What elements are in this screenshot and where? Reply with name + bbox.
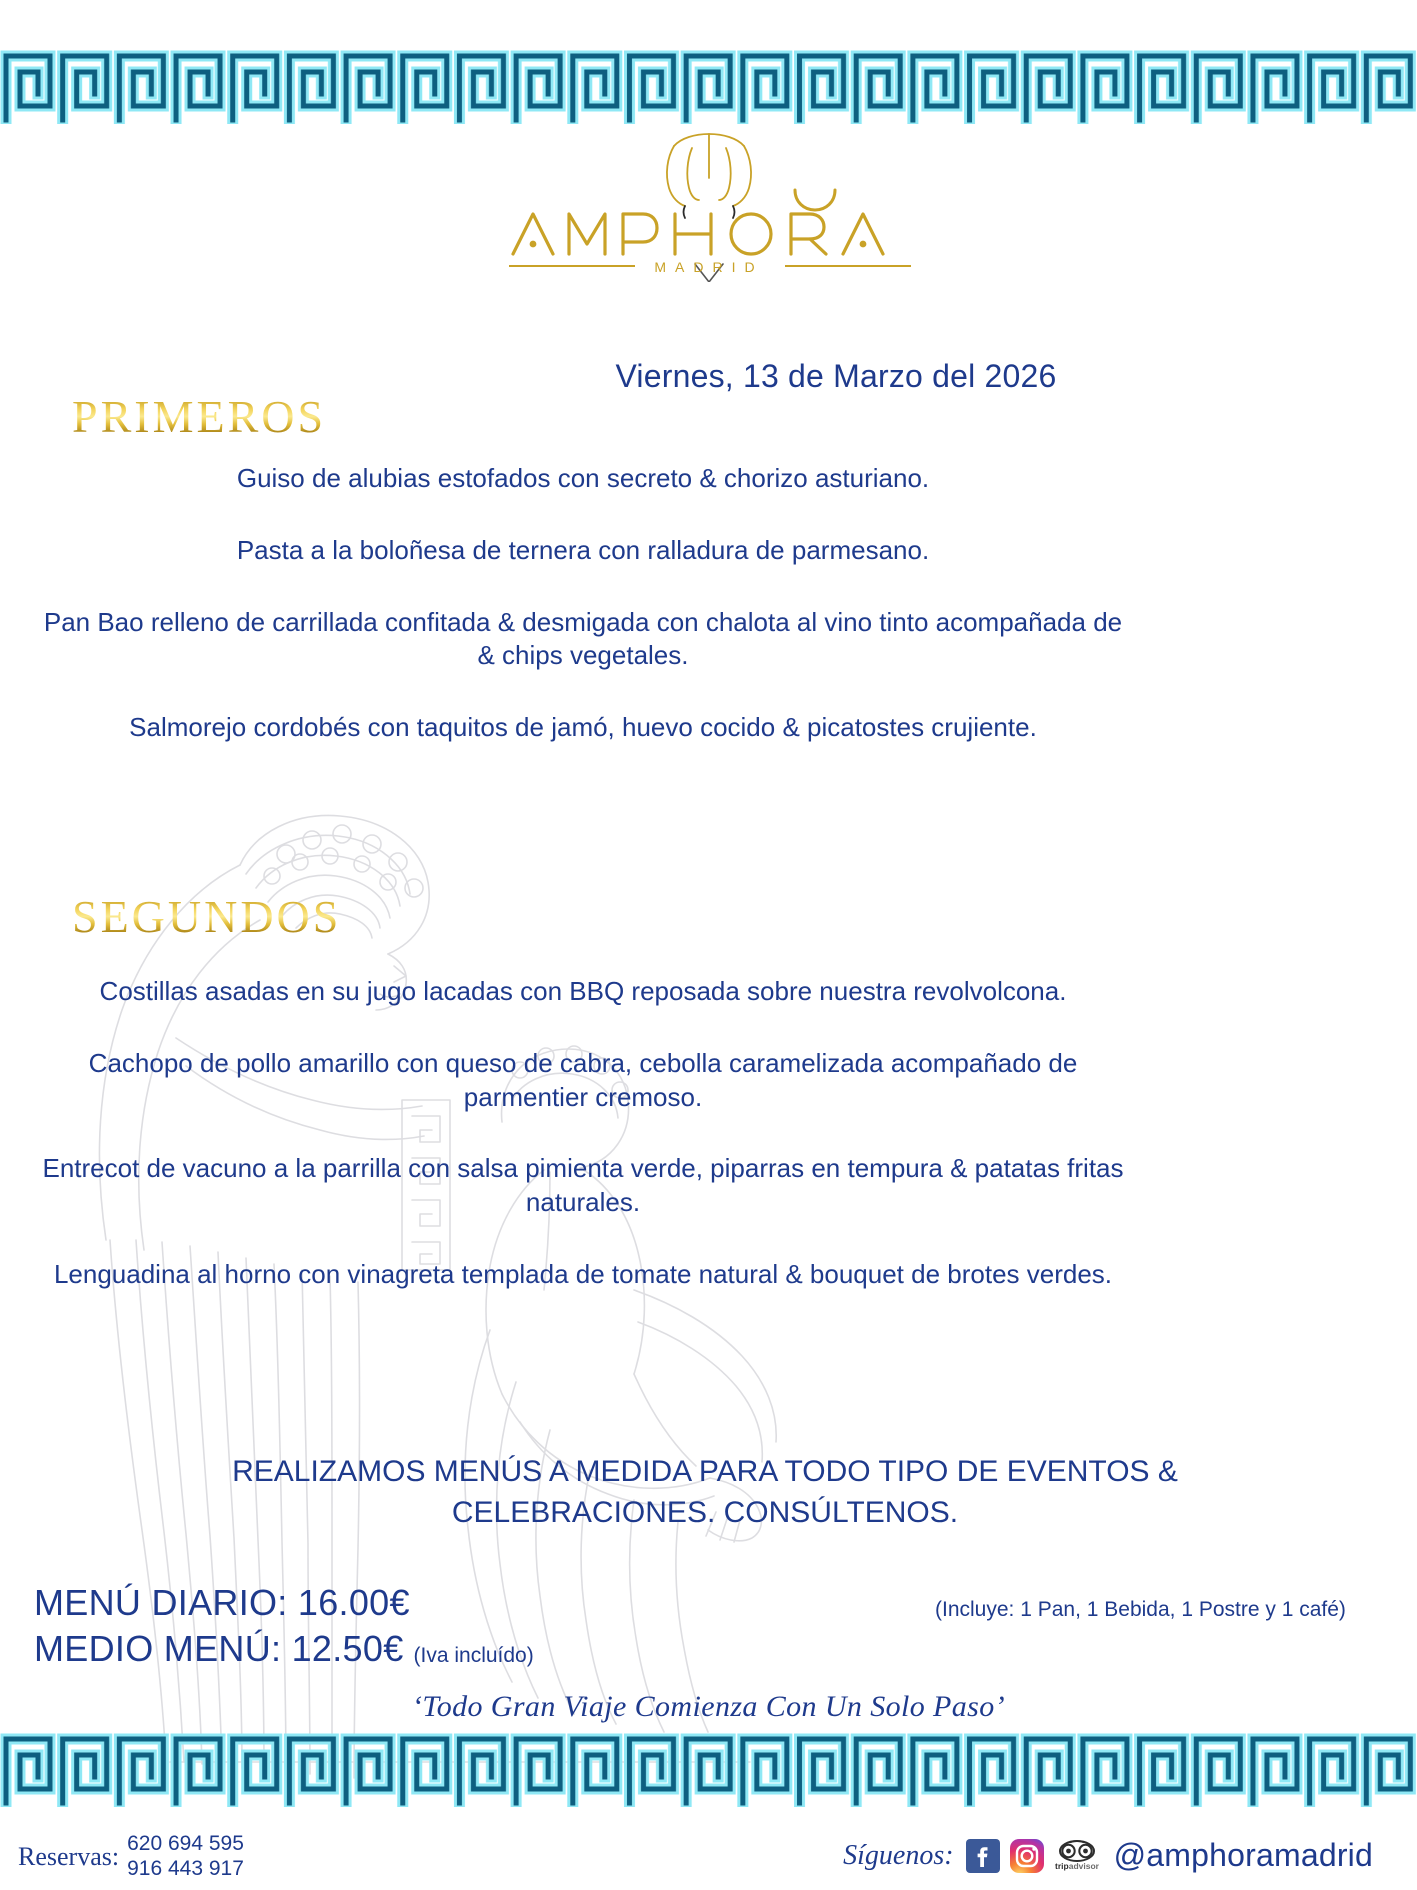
menu-item: Entrecot de vacuno a la parrilla con salsa pimienta verde, piparras en tempura & patatas fritas naturales. <box>42 1153 1124 1218</box>
menu-date: Viernes, 13 de Marzo del 2026 <box>615 358 1057 394</box>
social-handle[interactable]: @amphoramadrid <box>1113 1837 1373 1873</box>
vat-note: (Iva incluído) <box>413 1644 534 1668</box>
phone-number-secondary[interactable]: 916 443 917 <box>127 1857 244 1881</box>
menu-item: Pan Bao relleno de carrillada confitada & desmigada con chalota al vino tinto acompañada de & chips vegetales. <box>43 606 1123 671</box>
reservations-block <box>18 1832 244 1882</box>
half-menu-price: MEDIO MENÚ: 12.50€ <box>34 1628 404 1670</box>
includes-note: (Incluye: 1 Pan, 1 Bebida, 1 Postre y 1 café) <box>935 1598 1346 1621</box>
menu-item: Guiso de alubias estofados con secreto & chorizo asturiano. <box>236 463 930 493</box>
segundos-item-list <box>28 975 1138 1292</box>
section-heading-primeros: PRIMEROS <box>72 391 327 442</box>
menu-item: Salmorejo cordobés con taquitos de jamó, huevo cocido & picatostes crujiente. <box>129 712 1037 743</box>
instagram-icon[interactable] <box>1010 1839 1044 1873</box>
greek-key-border-top <box>0 42 1417 124</box>
pricing-block <box>34 1580 534 1672</box>
menu-item: Cachopo de pollo amarillo con queso de cabra, cebolla caramelizada acompañado de parmentier cremoso. <box>88 1047 1078 1112</box>
menu-item: Pasta a la boloñesa de ternera con ralladura de parmesano. <box>236 534 930 565</box>
daily-menu-price: MENÚ DIARIO: 16.00€ <box>34 1582 410 1623</box>
events-banner: REALIZAMOS MENÚS A MEDIDA PARA TODO TIPO DE EVENTOS & CELEBRACIONES. CONSÚLTENOS. <box>232 1455 1178 1529</box>
tripadvisor-icon[interactable] <box>1054 1839 1100 1873</box>
daily-menu-row <box>34 1580 534 1626</box>
section-heading-segundos: SEGUNDOS <box>72 891 342 942</box>
svg-text:MADRID: MADRID <box>653 259 764 275</box>
menu-item: Costillas asadas en su jugo lacadas con BBQ reposada sobre nuestra revolvolcona. <box>99 976 1067 1006</box>
menu-item: Lenguadina al horno con vinagreta templada de tomate natural & bouquet de brotes verdes. <box>53 1258 1113 1289</box>
brand-logo <box>0 132 1417 287</box>
follow-label: Síguenos: <box>843 1839 954 1871</box>
phone-numbers <box>127 1832 244 1882</box>
phone-number-primary[interactable]: 620 694 595 <box>127 1832 244 1856</box>
half-menu-row <box>34 1626 534 1672</box>
reservations-label: Reservas: <box>18 1842 120 1872</box>
facebook-icon[interactable] <box>966 1839 1000 1873</box>
tagline: ‘Todo Gran Viaje Comienza Con Un Solo Paso’ <box>411 1690 1006 1723</box>
social-block <box>843 1837 1373 1874</box>
social-icon-group <box>966 1839 1100 1873</box>
svg-text:tripadvisor: tripadvisor <box>1054 1860 1099 1871</box>
greek-key-border-bottom <box>0 1725 1417 1807</box>
primeros-item-list <box>28 462 1138 745</box>
